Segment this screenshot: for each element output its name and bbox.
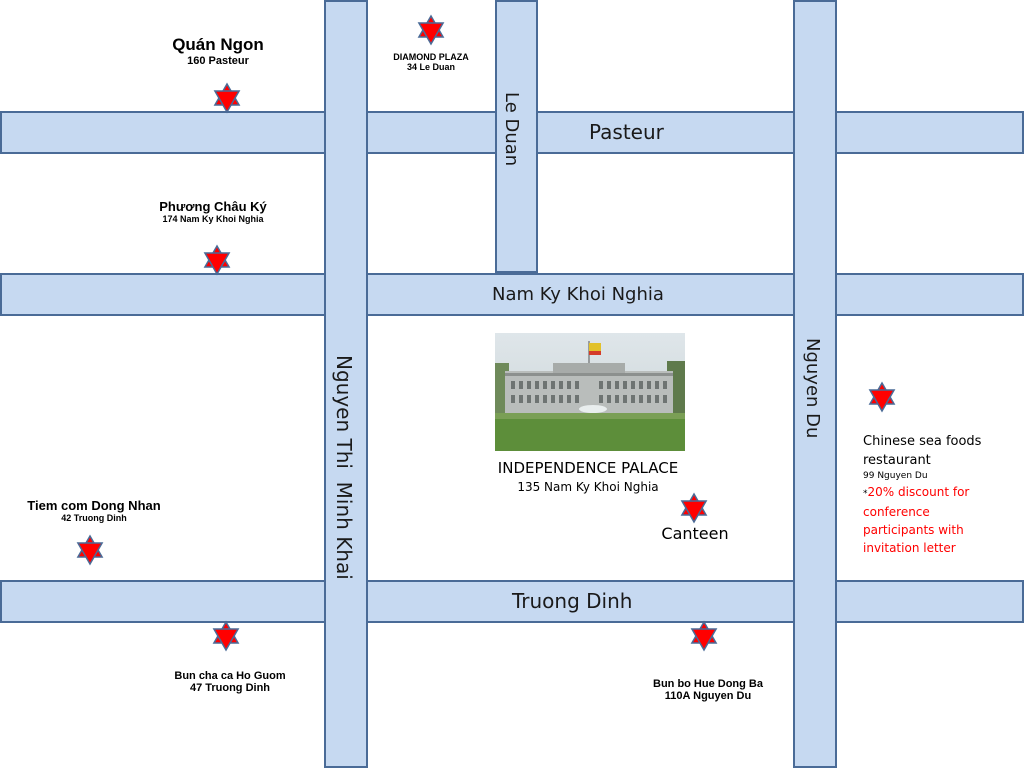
- place-canteen: [650, 524, 740, 543]
- discount-line2: conference: [863, 505, 930, 519]
- place-quan-ngon: [148, 35, 288, 67]
- place-diamond-plaza: [371, 52, 491, 72]
- place-name: Phương Châu Ký: [159, 199, 267, 214]
- star-marker-icon[interactable]: [866, 381, 898, 413]
- place-address: 160 Pasteur: [187, 55, 249, 67]
- place-name: Tiem com Dong Nhan: [27, 498, 161, 513]
- road-label-le-duan: Le Duan: [501, 92, 522, 167]
- road-label-nguyen-du: Nguyen Du: [802, 338, 823, 439]
- place-name: Quán Ngon: [172, 35, 264, 54]
- star-marker-icon[interactable]: [210, 620, 242, 652]
- discount-line1: 20% discount for: [867, 485, 970, 499]
- star-marker-icon[interactable]: [678, 492, 710, 524]
- place-name: Canteen: [661, 524, 729, 543]
- place-address: 99 Nguyen Du: [863, 471, 928, 481]
- star-marker-icon[interactable]: [74, 534, 106, 566]
- place-name: Bun bo Hue Dong Ba: [653, 678, 763, 690]
- place-name-line1: Chinese sea foods: [863, 434, 982, 449]
- place-address: 34 Le Duan: [406, 62, 455, 72]
- star-marker-icon[interactable]: [415, 14, 447, 46]
- place-address: 47 Truong Dinh: [189, 682, 271, 694]
- place-chinese-sea-foods: [863, 432, 1013, 557]
- place-address: 135 Nam Ky Khoi Nghia: [517, 480, 659, 494]
- place-phuong-chau-ky: [133, 199, 293, 224]
- place-name: DIAMOND PLAZA: [393, 52, 469, 62]
- place-bun-bo-hue: [638, 678, 778, 702]
- star-marker-icon[interactable]: [688, 620, 720, 652]
- place-tiem-com-dong-nhan: [14, 498, 174, 523]
- place-address: 110A Nguyen Du: [664, 690, 752, 702]
- road-label-nguyen-thi-minh-khai: Nguyen Thi Minh Khai: [332, 355, 356, 580]
- star-marker-icon[interactable]: [211, 82, 243, 114]
- road-label-nam-ky-khoi-nghia: Nam Ky Khoi Nghia: [492, 284, 664, 305]
- independence-palace-photo: [495, 333, 685, 451]
- place-address: 174 Nam Ky Khoi Nghia: [162, 214, 264, 224]
- star-marker-icon[interactable]: [201, 244, 233, 276]
- road-label-pasteur: Pasteur: [589, 120, 664, 144]
- discount-note: [863, 483, 1013, 503]
- place-bun-cha-ca: [160, 670, 300, 694]
- discount-asterisk: *: [863, 489, 868, 499]
- place-independence-palace: [478, 459, 698, 494]
- discount-line4: invitation letter: [863, 541, 956, 555]
- place-address: 42 Truong Dinh: [61, 513, 127, 523]
- place-name-line2: restaurant: [863, 453, 931, 468]
- discount-line3: participants with: [863, 523, 964, 537]
- place-name: INDEPENDENCE PALACE: [497, 459, 679, 477]
- place-name: Bun cha ca Ho Guom: [174, 670, 286, 682]
- road-label-truong-dinh: Truong Dinh: [512, 589, 633, 613]
